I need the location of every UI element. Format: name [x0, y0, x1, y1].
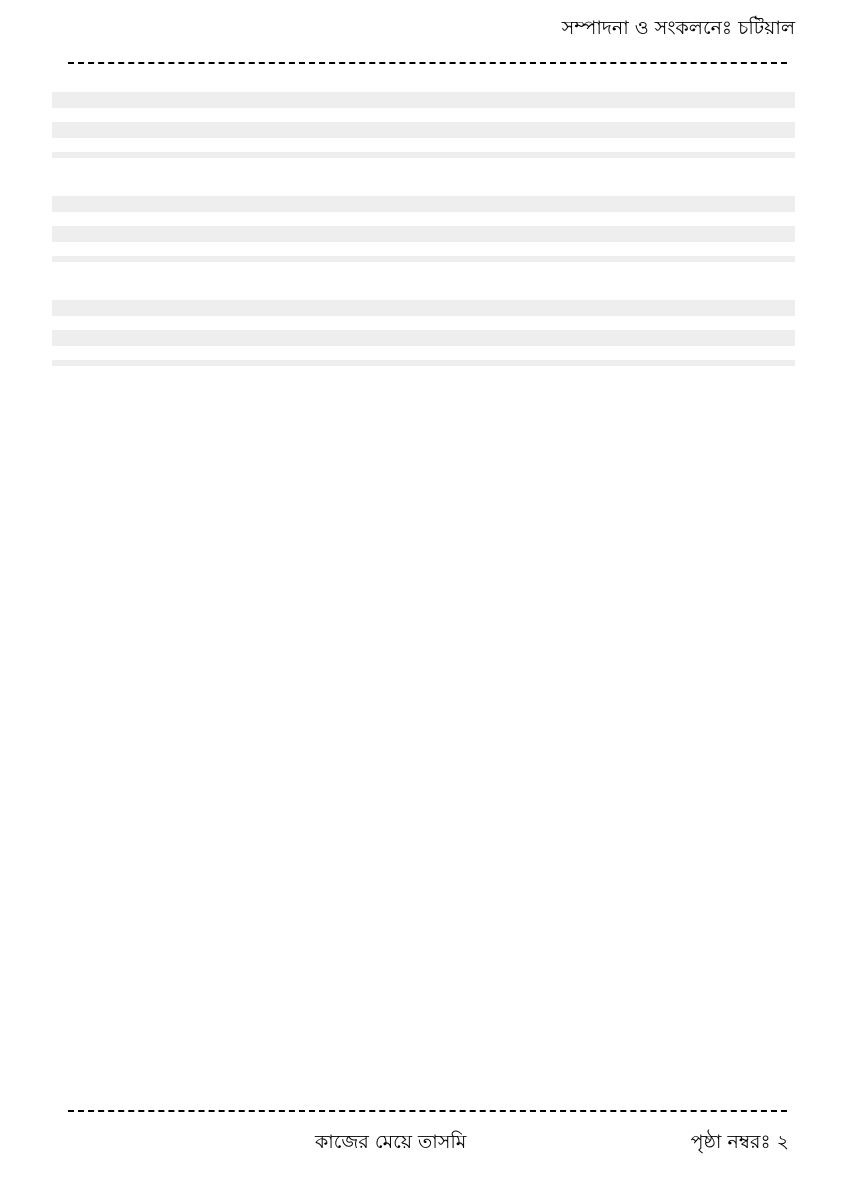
- paragraph-placeholder: [52, 78, 795, 158]
- paragraph-placeholder: [52, 182, 795, 262]
- footer-page-number: পৃষ্ঠা নম্বরঃ ২: [690, 1131, 789, 1153]
- footer-divider: [68, 1110, 787, 1112]
- paragraph-placeholder: [52, 286, 795, 366]
- document-body-redacted: [52, 78, 795, 390]
- footer-document-title: কাজের মেয়ে তাসমি: [315, 1131, 467, 1153]
- header-divider: [68, 62, 787, 64]
- page-header-credit: সম্পাদনা ও সংকলনেঃ চটিয়াল: [561, 17, 795, 39]
